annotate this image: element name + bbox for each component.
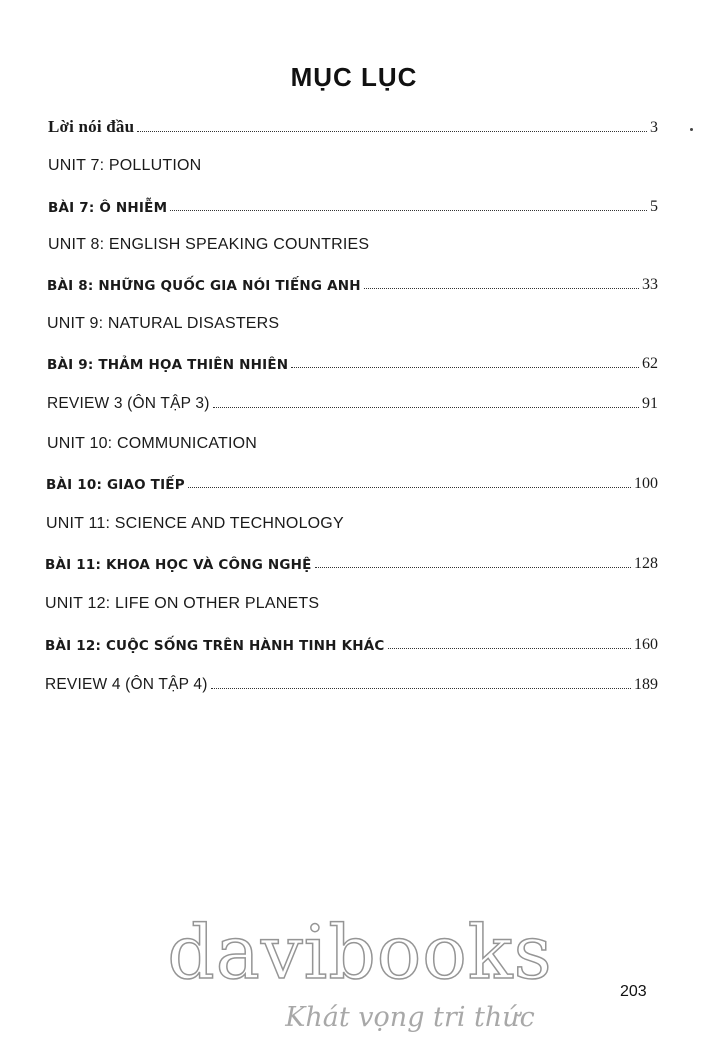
- toc-entry-page: 62: [642, 355, 658, 372]
- toc-entry-label: Lời nói đầu: [48, 117, 135, 136]
- unit-heading-label: UNIT 7: POLLUTION: [48, 157, 202, 174]
- dot-leader: [291, 366, 639, 368]
- watermark-slogan: Khát vọng tri thức: [285, 1002, 535, 1033]
- toc-entry-label: BÀI 8: NHỮNG QUỐC GIA NÓI TIẾNG ANH: [47, 278, 361, 294]
- dot-leader: [364, 287, 639, 289]
- unit-heading-label: UNIT 12: LIFE ON OTHER PLANETS: [45, 595, 320, 612]
- toc-entry-label: BÀI 7: Ô NHIỄM: [48, 200, 168, 216]
- page-title: MỤC LỤC: [290, 62, 418, 92]
- toc-unit-8-heading[interactable]: [48, 230, 658, 254]
- toc-entry-label: BÀI 10: GIAO TIẾP: [46, 477, 185, 493]
- dot-leader: [315, 566, 631, 568]
- toc-entry-review-3[interactable]: [47, 389, 658, 413]
- toc-entry-label: REVIEW 3 (ÔN TẬP 3): [47, 395, 210, 412]
- unit-heading-label: UNIT 8: ENGLISH SPEAKING COUNTRIES: [48, 236, 370, 253]
- toc-unit-7-heading[interactable]: [48, 151, 658, 175]
- toc-entry-lesson-9[interactable]: [47, 349, 658, 373]
- toc-unit-10-heading[interactable]: [47, 429, 658, 453]
- toc-unit-11-heading[interactable]: [46, 509, 658, 533]
- toc-entry-label: REVIEW 4 (ÔN TẬP 4): [45, 676, 208, 693]
- dot-leader: [211, 687, 631, 689]
- toc-entry-review-4[interactable]: [45, 670, 658, 694]
- unit-heading-label: UNIT 9: NATURAL DISASTERS: [47, 315, 280, 332]
- toc-entry-lesson-7[interactable]: [48, 192, 658, 216]
- dot-leader: [213, 406, 639, 408]
- toc-entry-label: BÀI 9: THẢM HỌA THIÊN NHIÊN: [47, 357, 289, 373]
- toc-entry-page: 160: [634, 636, 658, 653]
- toc-entry-page: 128: [634, 555, 658, 572]
- toc-entry-intro[interactable]: [48, 113, 658, 137]
- toc-entry-page: 189: [634, 676, 658, 693]
- unit-heading-label: UNIT 10: COMMUNICATION: [47, 435, 258, 452]
- toc-entry-page: 91: [642, 395, 658, 412]
- toc-entry-label: BÀI 12: CUỘC SỐNG TRÊN HÀNH TINH KHÁC: [45, 638, 385, 654]
- dot-leader: [188, 486, 631, 488]
- dot-leader: [137, 130, 647, 132]
- unit-heading-label: UNIT 11: SCIENCE AND TECHNOLOGY: [46, 515, 344, 532]
- toc-entry-lesson-12[interactable]: [45, 630, 658, 654]
- toc-unit-9-heading[interactable]: [47, 309, 658, 333]
- toc-entry-lesson-11[interactable]: [45, 549, 658, 573]
- toc-unit-12-heading[interactable]: [45, 589, 658, 613]
- toc-entry-page: 33: [642, 276, 658, 293]
- dot-leader: [170, 209, 647, 211]
- toc-entry-page: 3: [650, 119, 658, 136]
- toc-entry-lesson-10[interactable]: [46, 469, 658, 493]
- page-number: 203: [620, 983, 647, 1000]
- dot-leader: [388, 647, 632, 649]
- toc-entry-lesson-8[interactable]: [47, 270, 658, 294]
- toc-entry-label: BÀI 11: KHOA HỌC VÀ CÔNG NGHỆ: [45, 557, 312, 573]
- watermark-logo: davibooks: [167, 910, 553, 996]
- toc-entry-page: 5: [650, 198, 658, 215]
- stray-dot: [690, 128, 693, 131]
- toc-entry-page: 100: [634, 475, 658, 492]
